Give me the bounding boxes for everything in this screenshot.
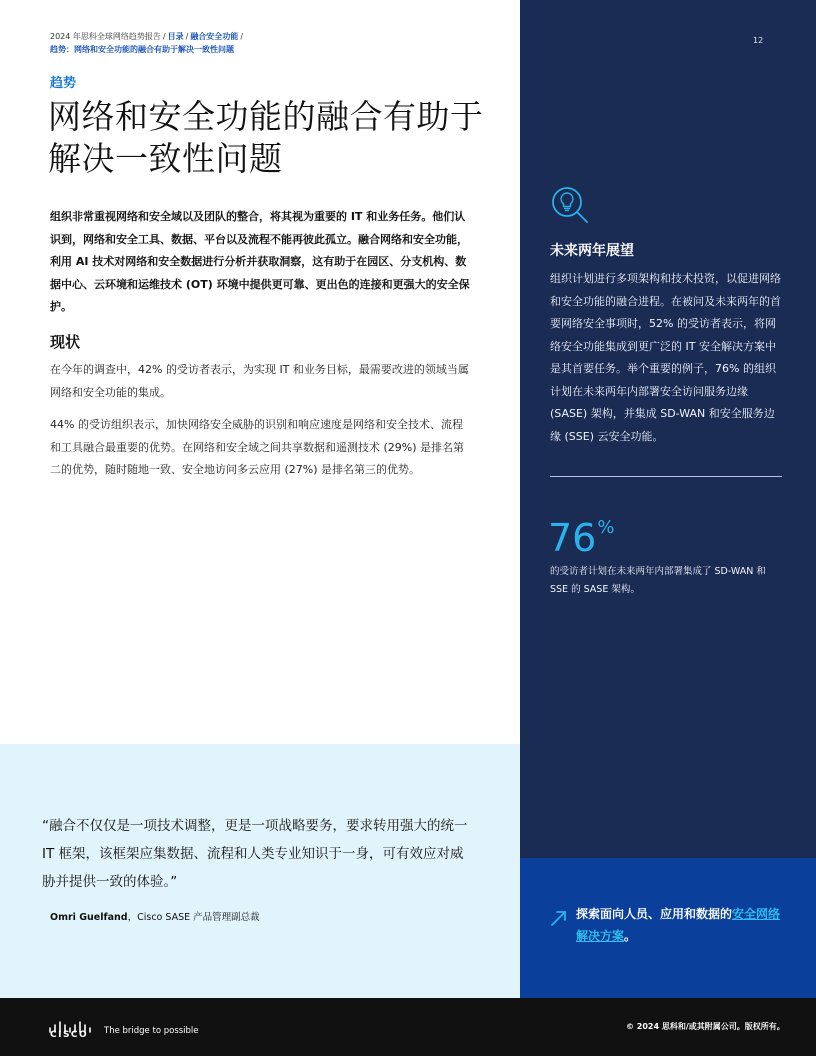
cisco-wordmark: CISCO	[50, 1030, 89, 1040]
body-paragraph-1: 在今年的调查中，42% 的受访者表示，为实现 IT 和业务目标，最需要改进的领域当属网络和安全功能的集成。	[50, 363, 469, 399]
lead-paragraph: 组织非常重视网络和安全域以及团队的整合，将其视为重要的 IT 和业务任务。他们认识到，网络和安全工具、数据、平台以及流程不能再彼此孤立。融合网络和安全功能，利用 AI 技术对网络和安全数据进行分析并获取洞察，这有助于在园区、分支机构、数据中心、云环境和运维技术 (OT) 环境中提供更可靠、更出色的连接和更强大的安全保护。	[50, 210, 470, 313]
footer-copyright: © 2024 思科和/或其附属公司。版权所有。	[626, 1022, 785, 1031]
quote-author	[50, 909, 260, 923]
stat-figure	[548, 506, 614, 560]
quote-author-title: ，Cisco SASE 产品管理副总裁	[127, 912, 260, 923]
page-title: 网络和安全功能的融合有助于解决一致性问题	[48, 97, 484, 178]
cta-prefix: 探索面向人员、应用和数据的	[576, 907, 733, 921]
secure-network-solutions-link[interactable]: 安全网络解决方案	[576, 907, 781, 943]
section-heading: 现状	[50, 333, 81, 351]
cta-text	[576, 903, 786, 947]
stat-value: 76	[548, 516, 597, 560]
lightbulb-icon	[550, 185, 590, 225]
pull-quote: “融合不仅仅是一项技术调整，更是一项战略要务，要求转用强大的统一 IT 框架，该框架应集数据、流程和人类专业知识于一身，可有效应对威胁并提供一致的体验。”	[42, 818, 468, 890]
sidebar-body: 组织计划进行多项架构和技术投资，以促进网络和安全功能的融合进程。在被问及未来两年的首要网络安全事项时，52% 的受访者表示，将网络安全功能集成到更广泛的 IT 安全解决方案中是其首要任务。举个重要的例子，76% 的组织计划在未来两年内部署安全访问服务边缘 (SASE) 架构，并集成 SD-WAN 和安全服务边缘 (SSE) 云安全功能。	[550, 272, 781, 443]
eyebrow-label: 趋势	[50, 76, 77, 91]
breadcrumb-report: 2024 年思科全球网络趋势报告	[50, 32, 161, 41]
sidebar-heading: 未来两年展望	[550, 243, 634, 259]
stat-description: 的受访者计划在未来两年内部署集成了 SD-WAN 和 SSE 的 SASE 架构。	[550, 566, 766, 595]
quote-author-name: Omri Guelfand	[50, 912, 128, 923]
body-paragraph-2: 44% 的受访组织表示，加快网络安全威胁的识别和响应速度是网络和安全技术、流程和工具融合最重要的优势。在网络和安全域之间共享数据和遥测技术 (29%) 是排名第二的优势，随时随地一致、安全地访问多云应用 (27%) 是排名第三的优势。	[50, 418, 465, 476]
footer-tagline: The bridge to possible	[104, 1026, 199, 1036]
stat-unit: %	[597, 517, 615, 538]
arrow-up-right-icon[interactable]	[550, 909, 568, 927]
page-number: 12	[753, 36, 764, 45]
breadcrumb-current: 趋势：网络和安全功能的融合有助于解决一致性问题	[50, 45, 234, 54]
sidebar-divider	[550, 476, 782, 477]
cta-end: 。	[624, 929, 637, 943]
breadcrumb: 2024 年思科全球网络趋势报告 / 目录 / 融合安全功能 / 趋势：网络和安全功能的融合有助于解决一致性问题	[50, 32, 244, 54]
breadcrumb-toc-link[interactable]: 目录	[167, 32, 184, 41]
breadcrumb-section-link[interactable]: 融合安全功能	[190, 32, 239, 41]
